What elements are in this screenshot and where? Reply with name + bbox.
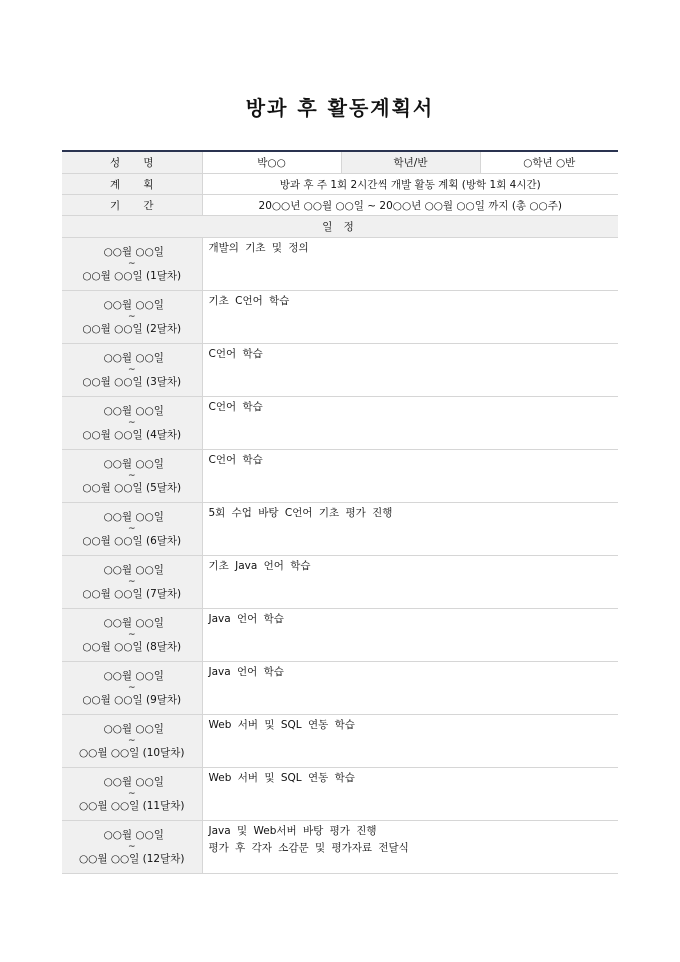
tilde: ~ xyxy=(127,311,136,322)
schedule-date xyxy=(62,503,202,556)
task-line: C언어 학습 xyxy=(208,454,263,466)
tilde: ~ xyxy=(127,788,136,799)
end-date: ○○월 ○○일 (4달차) xyxy=(82,428,182,441)
schedule-date xyxy=(62,662,202,715)
schedule-date xyxy=(62,768,202,821)
tilde: ~ xyxy=(127,735,136,746)
end-date: ○○월 ○○일 (12달차) xyxy=(79,852,185,865)
end-date: ○○월 ○○일 (5달차) xyxy=(82,481,182,494)
tilde: ~ xyxy=(127,523,136,534)
schedule-date xyxy=(62,397,202,450)
schedule-row xyxy=(62,450,618,503)
schedule-header-row xyxy=(62,216,618,238)
end-date: ○○월 ○○일 (11달차) xyxy=(79,799,185,812)
name-value: 박○○ xyxy=(202,151,341,174)
plan-label: 계 획 xyxy=(62,174,202,195)
task-line: Web 서버 및 SQL 연동 학습 xyxy=(208,719,355,731)
tilde: ~ xyxy=(127,470,136,481)
end-date: ○○월 ○○일 (8달차) xyxy=(82,640,182,653)
start-date: ○○월 ○○일 xyxy=(103,404,164,417)
schedule-task xyxy=(202,291,618,344)
schedule-date xyxy=(62,609,202,662)
tilde: ~ xyxy=(127,258,136,269)
grade-label: 학년/반 xyxy=(341,151,480,174)
end-date: ○○월 ○○일 (2달차) xyxy=(82,322,182,335)
schedule-row xyxy=(62,238,618,291)
schedule-task xyxy=(202,344,618,397)
schedule-date xyxy=(62,344,202,397)
schedule-task xyxy=(202,609,618,662)
task-line: 기초 Java 언어 학습 xyxy=(208,560,311,572)
period-row xyxy=(62,195,618,216)
task-line: 개발의 기초 및 정의 xyxy=(208,242,309,254)
schedule-task xyxy=(202,556,618,609)
task-line: Java 언어 학습 xyxy=(208,666,284,678)
task-line-2: 평가 후 각자 소감문 및 평가자료 전달식 xyxy=(208,842,409,854)
tilde: ~ xyxy=(127,682,136,693)
end-date: ○○월 ○○일 (9달차) xyxy=(82,693,182,706)
task-line: 기초 C언어 학습 xyxy=(208,295,290,307)
name-row xyxy=(62,151,618,174)
schedule-date xyxy=(62,821,202,874)
period-label: 기 간 xyxy=(62,195,202,216)
start-date: ○○월 ○○일 xyxy=(103,775,164,788)
plan-row xyxy=(62,174,618,195)
schedule-date xyxy=(62,450,202,503)
schedule-row xyxy=(62,503,618,556)
schedule-row xyxy=(62,556,618,609)
tilde: ~ xyxy=(127,576,136,587)
start-date: ○○월 ○○일 xyxy=(103,245,164,258)
schedule-task xyxy=(202,662,618,715)
task-line: C언어 학습 xyxy=(208,348,263,360)
tilde: ~ xyxy=(127,841,136,852)
start-date: ○○월 ○○일 xyxy=(103,616,164,629)
plan-value: 방과 후 주 1회 2시간씩 개발 활동 계획 (방학 1회 4시간) xyxy=(202,174,618,195)
tilde: ~ xyxy=(127,364,136,375)
start-date: ○○월 ○○일 xyxy=(103,669,164,682)
schedule-task xyxy=(202,450,618,503)
schedule-date xyxy=(62,238,202,291)
start-date: ○○월 ○○일 xyxy=(103,828,164,841)
schedule-row xyxy=(62,821,618,874)
schedule-task xyxy=(202,503,618,556)
schedule-date xyxy=(62,556,202,609)
schedule-label: 일 정 xyxy=(62,216,618,238)
start-date: ○○월 ○○일 xyxy=(103,563,164,576)
schedule-row xyxy=(62,397,618,450)
start-date: ○○월 ○○일 xyxy=(103,457,164,470)
schedule-row xyxy=(62,291,618,344)
schedule-task xyxy=(202,768,618,821)
schedule-row xyxy=(62,768,618,821)
schedule-task xyxy=(202,238,618,291)
task-line: 5회 수업 바탕 C언어 기초 평가 진행 xyxy=(208,507,393,519)
period-value: 20○○년 ○○월 ○○일 ~ 20○○년 ○○월 ○○일 까지 (총 ○○주) xyxy=(202,195,618,216)
start-date: ○○월 ○○일 xyxy=(103,298,164,311)
schedule-row xyxy=(62,715,618,768)
task-line: C언어 학습 xyxy=(208,401,263,413)
schedule-date xyxy=(62,715,202,768)
activity-plan-table xyxy=(62,150,618,874)
schedule-row xyxy=(62,609,618,662)
end-date: ○○월 ○○일 (6달차) xyxy=(82,534,182,547)
tilde: ~ xyxy=(127,629,136,640)
start-date: ○○월 ○○일 xyxy=(103,510,164,523)
page-title: 방과 후 활동계획서 xyxy=(245,96,435,120)
start-date: ○○월 ○○일 xyxy=(103,722,164,735)
task-line: Java 및 Web서버 바탕 평가 진행 xyxy=(208,825,377,837)
grade-value: ○학년 ○반 xyxy=(480,151,618,174)
tilde: ~ xyxy=(127,417,136,428)
name-label: 성 명 xyxy=(62,151,202,174)
end-date: ○○월 ○○일 (10달차) xyxy=(79,746,185,759)
end-date: ○○월 ○○일 (3달차) xyxy=(82,375,182,388)
task-line: Web 서버 및 SQL 연동 학습 xyxy=(208,772,355,784)
schedule-row xyxy=(62,344,618,397)
start-date: ○○월 ○○일 xyxy=(103,351,164,364)
schedule-task xyxy=(202,397,618,450)
schedule-task xyxy=(202,715,618,768)
end-date: ○○월 ○○일 (7달차) xyxy=(82,587,182,600)
end-date: ○○월 ○○일 (1달차) xyxy=(82,269,182,282)
schedule-date xyxy=(62,291,202,344)
task-line: Java 언어 학습 xyxy=(208,613,284,625)
schedule-row xyxy=(62,662,618,715)
schedule-task xyxy=(202,821,618,874)
